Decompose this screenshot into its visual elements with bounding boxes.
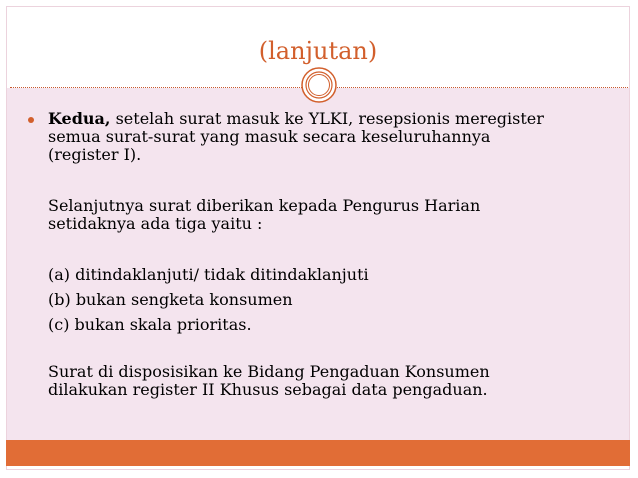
para3-line-2: dilakukan register II Khusus sebagai data pengaduan. [48, 380, 488, 399]
para3-line-1: Surat di disposisikan ke Bidang Pengaduan Konsumen [48, 362, 490, 381]
circle-ornament-icon [300, 66, 338, 104]
list-item-b: (b) bukan sengketa konsumen [48, 290, 293, 309]
bullet-line-2: semua surat-surat yang masuk secara keseluruhannya [48, 127, 491, 146]
bullet-line-3: (register I). [48, 145, 142, 164]
slide-title: (lanjutan) [258, 37, 378, 65]
para2-line-1: Selanjutnya surat diberikan kepada Pengurus Harian [48, 196, 481, 215]
bullet-line-1 [48, 110, 618, 128]
list-item-c: (c) bukan skala prioritas. [48, 315, 252, 334]
bullet-line-1-text: setelah surat masuk ke YLKI, resepsionis meregister [110, 109, 544, 128]
bullet-dot-icon [28, 117, 34, 123]
bullet-bold-lead: Kedua, [48, 109, 111, 128]
bottom-accent-bar [6, 440, 630, 466]
list-item-a: (a) ditindaklanjuti/ tidak ditindaklanjuti [48, 265, 369, 284]
para2-line-2: setidaknya ada tiga yaitu : [48, 214, 263, 233]
